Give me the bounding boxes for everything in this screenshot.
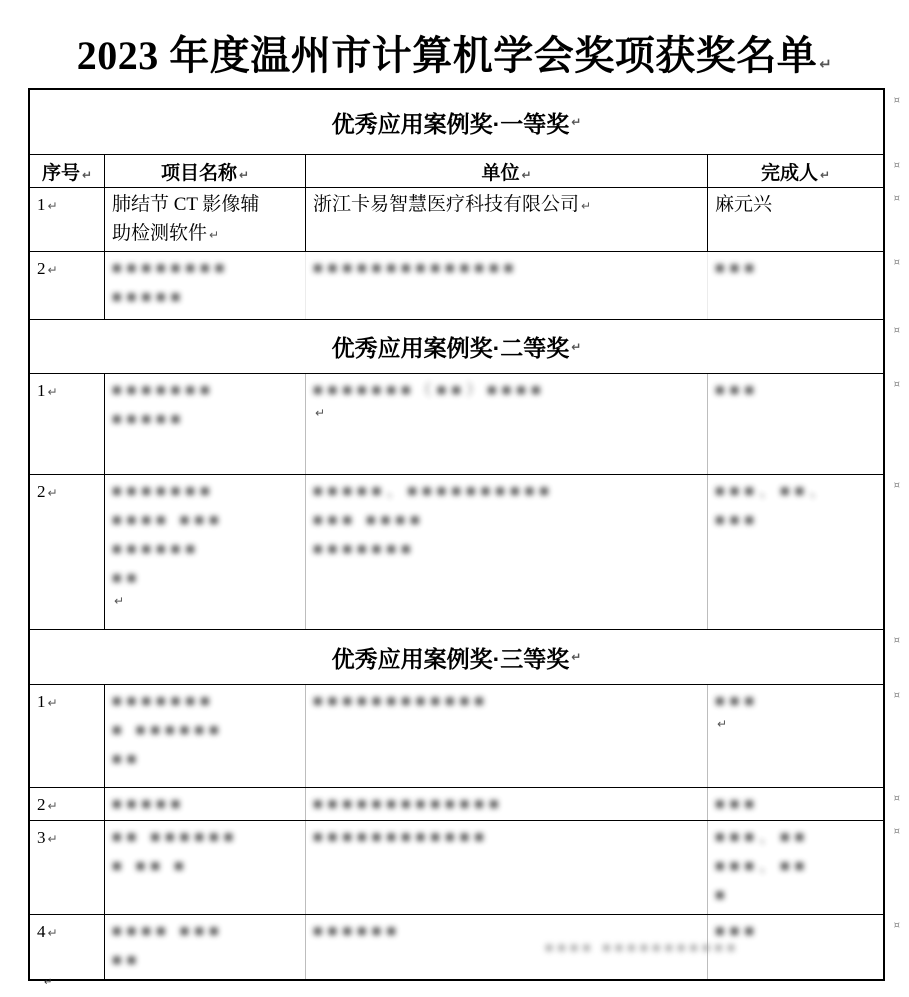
paragraph-mark-icon: ↵ [209, 228, 220, 242]
paragraph-mark-icon: ↵ [581, 199, 592, 213]
blurred-text-line: ■ [715, 887, 730, 904]
paragraph-mark-icon: ↵ [717, 717, 728, 731]
paragraph-mark-icon: ↵ [521, 168, 532, 182]
blurred-text-line: ■■■ [715, 512, 759, 529]
blurred-text-line: ■■■■■■■■■■■■■ [313, 796, 504, 813]
cell-no [30, 252, 104, 319]
cell-project-redacted [104, 788, 305, 820]
blurred-text-line: ■■■ [715, 382, 759, 399]
person-name: 麻元兴 [715, 194, 773, 215]
paragraph-mark-icon: ↵ [47, 486, 58, 500]
paragraph-mark-icon: ↵ [571, 339, 582, 354]
end-of-row-marker-icon: ¤ [893, 160, 900, 171]
paragraph-mark-icon: ↵ [819, 55, 833, 73]
column-header-label: 项目名称 [160, 163, 237, 184]
project-name-line: 助检测软件 [112, 223, 208, 244]
row-number: 1 [37, 195, 46, 214]
column-header-person [707, 155, 883, 187]
table-row-redacted [30, 684, 900, 787]
row-number: 2 [37, 482, 46, 501]
blurred-text-line: ■■■、■■ [715, 858, 810, 875]
cell-person-redacted [707, 374, 883, 474]
cell-no [30, 788, 104, 820]
paragraph-mark-icon: ↵ [571, 650, 582, 664]
blurred-text-line: ■■■■■■■■■■■■■■ [313, 260, 519, 277]
blurred-text-line: ■■■■■■ [112, 541, 200, 558]
cell-project-redacted [104, 821, 305, 914]
paragraph-mark-icon: ↵ [47, 199, 58, 213]
section-header-row-first-prize [30, 90, 900, 154]
cell-person-redacted [707, 252, 883, 319]
end-of-row-marker-icon: ¤ [893, 690, 900, 701]
cell-person-redacted [707, 475, 883, 629]
blurred-text-line: ■■■ [715, 693, 759, 710]
column-header-unit [305, 155, 707, 187]
end-of-row-marker-icon: ¤ [893, 635, 900, 646]
cell-unit-redacted [305, 252, 707, 319]
section-header-cell [30, 90, 883, 154]
cell-project-redacted [104, 685, 305, 787]
section-header-cell [30, 630, 883, 684]
table-row-redacted [30, 787, 900, 820]
section-header-text: 优秀应用案例奖·一等奖 [331, 110, 570, 137]
cell-unit [305, 188, 707, 251]
column-header-label: 单位 [481, 163, 520, 184]
table-row-redacted [30, 373, 900, 474]
blurred-text-line: ■■ [112, 751, 142, 768]
blurred-text-line: ■■■■ ■■■ [112, 923, 224, 940]
paragraph-mark-icon: ↵ [114, 594, 125, 608]
blurred-text-line: ■■■■■■■■ [112, 260, 230, 277]
blurred-text-line: ■■■■■■■ [112, 693, 215, 710]
page-title-text: 2023 年度温州市计算机学会奖项获奖名单 [76, 33, 818, 78]
section-header-text: 优秀应用案例奖·三等奖 [331, 645, 570, 672]
end-of-row-marker-icon: ¤ [893, 325, 900, 336]
cell-no [30, 475, 104, 629]
blurred-text-line: ■■■■■■■ [313, 541, 416, 558]
cell-no [30, 188, 104, 251]
paragraph-mark-icon: ↵ [819, 168, 831, 182]
paragraph-mark-icon: ↵ [47, 696, 58, 710]
row-number: 3 [37, 828, 46, 847]
cell-project-redacted [104, 915, 305, 979]
blurred-text-line: ■■ [112, 952, 142, 969]
cell-no [30, 685, 104, 787]
row-number: 4 [37, 922, 46, 941]
cell-unit-redacted [305, 821, 707, 914]
blurred-text-line: ■■■■■、■■■■■■■■■■ [313, 483, 554, 500]
blurred-text-line: ■■■■■ [112, 289, 186, 306]
blurred-text-line: ■■■■■■■ [112, 483, 215, 500]
end-of-row-marker-icon: ¤ [893, 793, 900, 804]
unit-name: 浙江卡易智慧医疗科技有限公司 [313, 194, 580, 215]
row-number: 2 [37, 795, 46, 814]
paragraph-mark-icon: ↵ [47, 385, 58, 399]
cell-no [30, 821, 104, 914]
table-row-redacted [30, 474, 900, 629]
blurred-text-line: ■■■■■■■■■■■■ [313, 829, 489, 846]
blurred-text-line: ■■■■■■ [313, 923, 401, 940]
blurred-text-line: ■ ■■■■■■ [112, 722, 224, 739]
blurred-text-line: ■■■■■■■ [112, 382, 215, 399]
paragraph-mark-icon: ↵ [47, 926, 58, 940]
blurred-text-line: ■■■■ ■■■ [112, 512, 224, 529]
cell-project-redacted [104, 374, 305, 474]
blurred-text-line: ■■■ [715, 796, 759, 813]
column-header-label: 序号 [41, 163, 80, 184]
paragraph-mark-icon: ↵ [47, 799, 58, 813]
blurred-text-line: ■■ ■■■■■■ [112, 829, 239, 846]
column-header-row [30, 154, 900, 187]
blurred-text-line: ■■■、■■、 [715, 483, 831, 500]
blurred-text-line: ■■■■■ [112, 796, 186, 813]
blurred-watermark-text: ■■■■ ■■■■■■■■■■■ [545, 941, 740, 956]
paragraph-mark-icon: ↵ [44, 977, 53, 988]
cell-project [104, 188, 305, 251]
end-of-row-marker-icon: ¤ [893, 920, 900, 931]
blurred-text-line: ■■■ [715, 923, 759, 940]
cell-unit-redacted [305, 788, 707, 820]
section-header-text: 优秀应用案例奖·二等奖 [331, 335, 570, 361]
award-table [28, 88, 900, 981]
blurred-text-line: ■■■、■■ [715, 829, 810, 846]
blurred-text-line: ■■■■■■■■■■■■ [313, 693, 489, 710]
cell-unit-redacted [305, 475, 707, 629]
column-header-project [104, 155, 305, 187]
blurred-text-line: ■■■ ■■■■ [313, 512, 425, 529]
blurred-text-line: ■■ [112, 570, 142, 587]
end-of-row-marker-icon: ¤ [893, 95, 900, 106]
table-row-redacted [30, 914, 900, 979]
blurred-text-line: ■■■ [715, 260, 759, 277]
section-header-cell [30, 320, 883, 373]
cell-person [707, 188, 883, 251]
cell-person-redacted [707, 685, 883, 787]
paragraph-mark-icon: ↵ [571, 115, 582, 129]
cell-no [30, 915, 104, 979]
table-row-redacted [30, 820, 900, 914]
paragraph-mark-icon: ↵ [81, 168, 93, 182]
cell-no [30, 374, 104, 474]
page-title [0, 24, 909, 81]
project-name-line: 肺结节 CT 影像辅 [112, 194, 260, 215]
end-of-row-marker-icon: ¤ [893, 193, 900, 204]
cell-person-redacted [707, 788, 883, 820]
blurred-text-line: ■■■■■ [112, 411, 186, 428]
row-number: 1 [37, 381, 46, 400]
column-header-label: 完成人 [760, 163, 818, 184]
cell-person-redacted [707, 821, 883, 914]
end-of-row-marker-icon: ¤ [893, 257, 900, 268]
cell-unit-redacted [305, 374, 707, 474]
blurred-text-line: ■■■■■■■（■■）■■■■ [313, 382, 546, 399]
blurred-text-line: ■ ■■ ■ [112, 858, 189, 875]
section-header-row-second-prize [30, 319, 900, 373]
row-number: 1 [37, 692, 46, 711]
paragraph-mark-icon: ↵ [238, 168, 250, 182]
cell-unit-redacted [305, 685, 707, 787]
end-of-row-marker-icon: ¤ [893, 379, 900, 390]
column-header-no [30, 155, 104, 187]
row-number: 2 [37, 259, 46, 278]
section-header-row-third-prize [30, 629, 900, 684]
paragraph-mark-icon: ↵ [47, 263, 58, 277]
cell-project-redacted [104, 252, 305, 319]
paragraph-mark-icon: ↵ [47, 832, 58, 846]
end-of-row-marker-icon: ¤ [893, 826, 900, 837]
paragraph-mark-icon: ↵ [315, 406, 326, 420]
table-row [30, 187, 900, 251]
cell-project-redacted [104, 475, 305, 629]
end-of-row-marker-icon: ¤ [893, 480, 900, 491]
table-row-redacted [30, 251, 900, 319]
